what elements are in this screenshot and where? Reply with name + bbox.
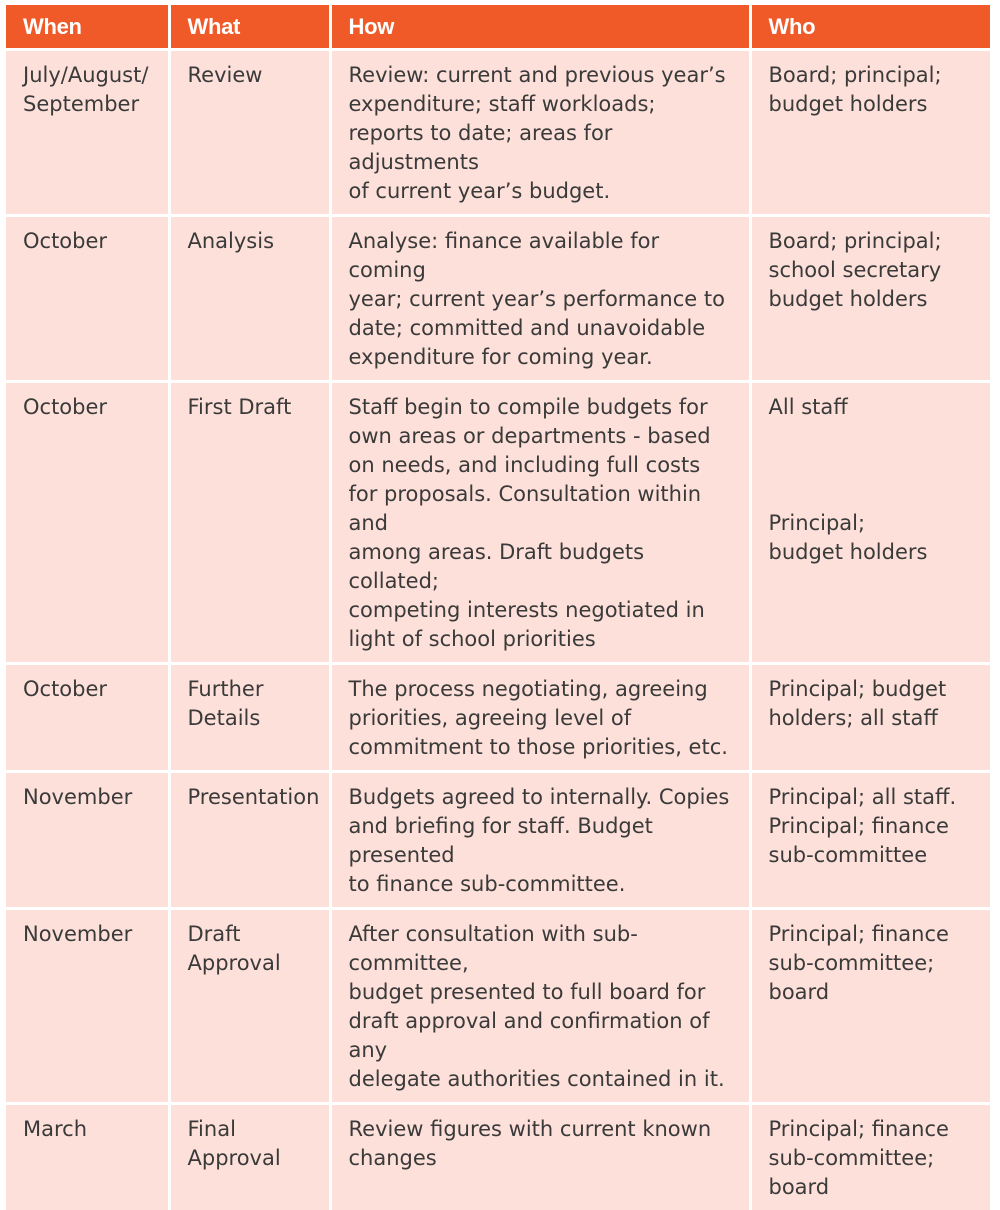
table-row — [6, 909, 990, 1104]
cell-how: Staff begin to compile budgets for own areas or departments - based on needs, and including full costs for proposals. Consultation within and among areas. Draft budgets collated; competing interests negotiated in light of school priorities — [330, 382, 750, 664]
cell-when: October — [6, 216, 169, 382]
cell-what: Final Approval — [169, 1104, 330, 1210]
cell-who: All staff Principal; budget holders — [750, 382, 990, 664]
cell-how: Budgets agreed to internally. Copies and briefing for staff. Budget presented to finance sub-committee. — [330, 772, 750, 909]
cell-how: Review figures with current known changes — [330, 1104, 750, 1210]
cell-when: November — [6, 772, 169, 909]
cell-when: March — [6, 1104, 169, 1210]
cell-who: Principal; finance sub-committee; board — [750, 1104, 990, 1210]
table-row — [6, 1104, 990, 1210]
header-how: How — [330, 5, 750, 50]
cell-who: Principal; all staff. Principal; finance sub-committee — [750, 772, 990, 909]
header-who: Who — [750, 5, 990, 50]
cell-what: Analysis — [169, 216, 330, 382]
table-row — [6, 664, 990, 772]
table-row — [6, 772, 990, 909]
table-row — [6, 216, 990, 382]
header-when: When — [6, 5, 169, 50]
cell-what: Further Details — [169, 664, 330, 772]
cell-what: First Draft — [169, 382, 330, 664]
cell-what: Review — [169, 50, 330, 216]
budget-schedule-table — [6, 5, 990, 1210]
cell-who: Board; principal; school secretary budget holders — [750, 216, 990, 382]
cell-when: October — [6, 382, 169, 664]
table-row — [6, 382, 990, 664]
cell-when: July/August/ September — [6, 50, 169, 216]
cell-how: After consultation with sub-committee, budget presented to full board for draft approval and confirmation of any delegate authorities contained in it. — [330, 909, 750, 1104]
table-header — [6, 5, 990, 50]
cell-how: Review: current and previous year’s expenditure; staff workloads; reports to date; areas for adjustments of current year’s budget. — [330, 50, 750, 216]
header-what: What — [169, 5, 330, 50]
table-row — [6, 50, 990, 216]
cell-how: The process negotiating, agreeing priorities, agreeing level of commitment to those priorities, etc. — [330, 664, 750, 772]
cell-who: Principal; budget holders; all staff — [750, 664, 990, 772]
cell-when: November — [6, 909, 169, 1104]
cell-how: Analyse: finance available for coming year; current year’s performance to date; committed and unavoidable expenditure for coming year. — [330, 216, 750, 382]
cell-when: October — [6, 664, 169, 772]
cell-what: Presentation — [169, 772, 330, 909]
header-row — [6, 5, 990, 50]
cell-who: Board; principal; budget holders — [750, 50, 990, 216]
cell-what: Draft Approval — [169, 909, 330, 1104]
table-body — [6, 50, 990, 1210]
cell-who: Principal; finance sub-committee; board — [750, 909, 990, 1104]
